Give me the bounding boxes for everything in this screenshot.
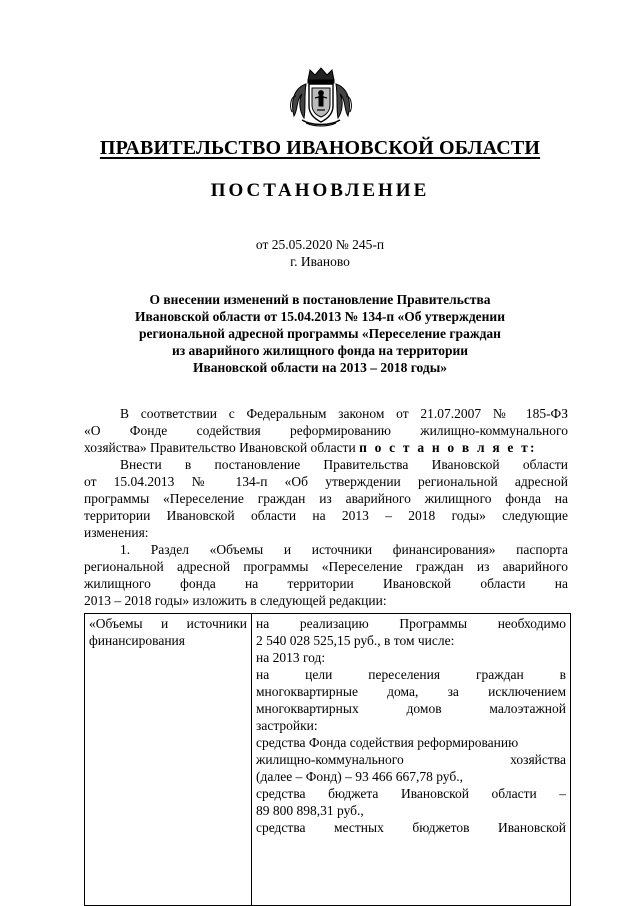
subject-line: из аварийного жилищного фонда на территории: [171, 343, 469, 358]
cell-line: финансирования: [89, 633, 185, 648]
cell-line: многоквартирные дома, за исключением: [256, 684, 566, 699]
document-type: ПОСТАНОВЛЕНИЕ: [210, 180, 430, 201]
table-cell-label: [85, 614, 252, 906]
table-row: [85, 614, 571, 906]
body-line: от 15.04.2013 № 134-п «Об утверждении региональной адресной: [84, 474, 568, 489]
subject-line: Ивановской области от 15.04.2013 № 134-п «Об утверждении: [135, 309, 505, 324]
government-title: ПРАВИТЕЛЬСТВО ИВАНОВСКОЙ ОБЛАСТИ: [99, 137, 541, 159]
body-line: В соответствии с Федеральным законом от 21.07.2007 № 185-ФЗ: [120, 406, 568, 421]
cell-line: на цели переселения граждан в: [256, 667, 566, 682]
document-meta: [0, 236, 640, 270]
cell-line: 89 800 898,31 руб.,: [256, 803, 364, 818]
cell-line: жилищно-коммунального хозяйства: [256, 752, 566, 767]
subject-line: Ивановской области на 2013 – 2018 годы»: [192, 360, 447, 375]
cell-line: (далее – Фонд) – 93 466 667,78 руб.,: [256, 769, 463, 784]
table-cell-value: [252, 614, 571, 906]
cell-line: средства бюджета Ивановской области –: [256, 786, 566, 801]
cell-line: «Объемы и источники: [89, 616, 247, 631]
city: г. Иваново: [290, 254, 350, 269]
decree-verb: п о с т а н о в л я е т:: [359, 440, 537, 455]
cell-line: многоквартирных домов малоэтажной: [256, 701, 566, 716]
body-line: Внести в постановление Правительства Ивановской области: [120, 457, 568, 472]
body-line: изменения:: [84, 525, 149, 540]
financing-table: [84, 613, 571, 906]
body-line: региональной адресной программы «Переселение граждан из аварийного: [84, 559, 568, 574]
cell-line: застройки:: [256, 718, 318, 733]
subject-line: О внесении изменений в постановление Правительства: [149, 292, 491, 307]
cell-line: средства Фонда содействия реформированию: [256, 735, 519, 750]
body-line: 1. Раздел «Объемы и источники финансирования» паспорта: [120, 542, 568, 557]
coat-of-arms-icon: [288, 66, 354, 128]
body-line: территории Ивановской области на 2013 – 2018 годы» следующие: [84, 508, 568, 523]
date-number: от 25.05.2020 № 245-п: [255, 237, 385, 252]
document-subject: [80, 291, 560, 376]
body-line: 2013 – 2018 годы» изложить в следующей редакции:: [84, 593, 387, 608]
body-line: «О Фонде содействия реформированию жилищно-коммунального: [84, 423, 568, 438]
body-line: жилищного фонда на территории Ивановской области на: [84, 576, 568, 591]
cell-line: на реализацию Программы необходимо: [256, 616, 566, 631]
cell-line: на 2013 год:: [256, 650, 326, 665]
body-line: программы «Переселение граждан из аварийного жилищного фонда на: [84, 491, 568, 506]
subject-line: региональной адресной программы «Переселение граждан: [139, 326, 501, 341]
cell-line: 2 540 028 525,15 руб., в том числе:: [256, 633, 455, 648]
body-line: [84, 439, 568, 456]
body-text: хозяйства» Правительство Ивановской области: [84, 440, 360, 455]
document-body: [84, 405, 568, 609]
cell-line: средства местных бюджетов Ивановской: [256, 820, 566, 835]
